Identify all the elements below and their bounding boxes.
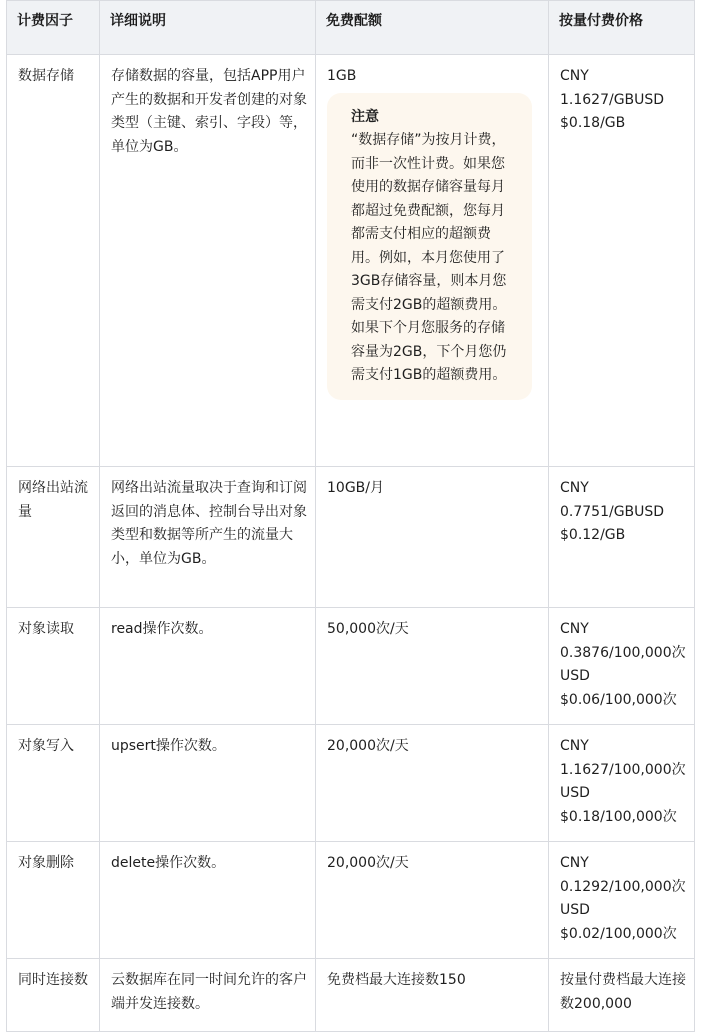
- detail-cell: 网络出站流量取决于查询和订阅返回的消息体、控制台导出对象类型和数据等所产生的流量大小，单位为GB。: [100, 467, 316, 608]
- price-cell: CNY 0.7751/GBUSD $0.12/GB: [549, 467, 695, 608]
- table-row: [7, 608, 695, 725]
- factor-cell: 数据存储: [7, 55, 100, 467]
- table-row: [7, 55, 695, 467]
- table-row: [7, 467, 695, 608]
- quota-cell: 50,000次/天: [316, 608, 549, 725]
- quota-value: 1GB: [327, 68, 357, 84]
- detail-cell: 云数据库在同一时间允许的客户端并发连接数。: [100, 959, 316, 1032]
- price-cell: CNY 1.1627/GBUSD $0.18/GB: [549, 55, 695, 467]
- table-header-row: [7, 1, 695, 55]
- quota-cell: 10GB/月: [316, 467, 549, 608]
- quota-cell: 免费档最大连接数150: [316, 959, 549, 1032]
- price-cell: CNY 1.1627/100,000次USD $0.18/100,000次: [549, 725, 695, 842]
- quota-cell: [316, 55, 549, 467]
- factor-cell: 对象删除: [7, 842, 100, 959]
- detail-cell: read操作次数。: [100, 608, 316, 725]
- quota-cell: 20,000次/天: [316, 725, 549, 842]
- factor-cell: 对象写入: [7, 725, 100, 842]
- note-body: “数据存储”为按月计费，而非一次性计费。如果您使用的数据存储容量每月都超过免费配额，您每月都需支付相应的超额费用。例如，本月您使用了3GB存储容量，则本月您需支付2GB的超额费用。如果下个月您服务的存储容量为2GB，下个月您仍需支付1GB的超额费用。: [351, 132, 507, 383]
- table-row: [7, 959, 695, 1032]
- header-pay-as-you-go-price: 按量付费价格: [549, 1, 695, 55]
- factor-cell: 网络出站流量: [7, 467, 100, 608]
- header-detail: 详细说明: [100, 1, 316, 55]
- table-row: [7, 725, 695, 842]
- detail-cell: delete操作次数。: [100, 842, 316, 959]
- factor-cell: 对象读取: [7, 608, 100, 725]
- table-row: [7, 842, 695, 959]
- factor-cell: 同时连接数: [7, 959, 100, 1032]
- quota-cell: 20,000次/天: [316, 842, 549, 959]
- header-billing-factor: 计费因子: [7, 1, 100, 55]
- price-cell: 按量付费档最大连接数200,000: [549, 959, 695, 1032]
- price-cell: CNY 0.1292/100,000次USD $0.02/100,000次: [549, 842, 695, 959]
- detail-cell: 存储数据的容量，包括APP用户产生的数据和开发者创建的对象类型（主键、索引、字段）等，单位为GB。: [100, 55, 316, 467]
- detail-cell: upsert操作次数。: [100, 725, 316, 842]
- header-free-quota: 免费配额: [316, 1, 549, 55]
- note-box: [327, 93, 532, 400]
- note-title: 注意: [351, 108, 379, 125]
- pricing-table: [6, 0, 695, 1032]
- price-cell: CNY 0.3876/100,000次USD $0.06/100,000次: [549, 608, 695, 725]
